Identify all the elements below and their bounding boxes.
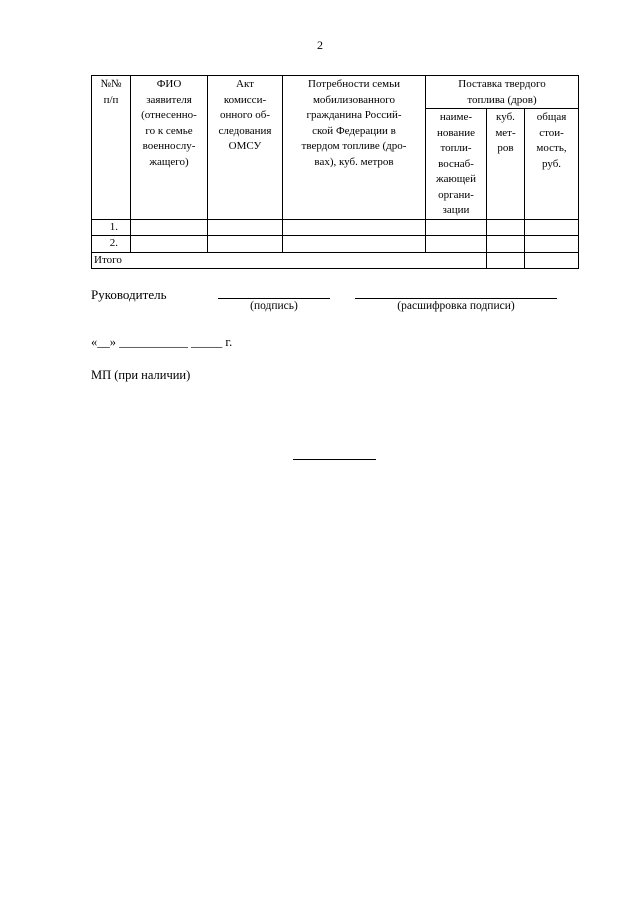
signature-decoding-line — [355, 298, 557, 299]
total-volume-cell — [487, 252, 525, 269]
header-applicant-name: ФИО заявителя (отнесенно- го к семье военнослу- жащего) — [131, 76, 208, 220]
table-cell — [283, 236, 426, 253]
header-supplier-name: наиме- нование топли- воснаб- жающей органи- зации — [426, 109, 487, 220]
header-inspection-act: Акт комисси- онного об- следования ОМСУ — [208, 76, 283, 220]
total-cost-cell — [525, 252, 579, 269]
table-cell — [208, 219, 283, 236]
table-cell — [131, 219, 208, 236]
table-cell — [487, 236, 525, 253]
header-total-cost: общая стои- мость, руб. — [525, 109, 579, 220]
signature-caption: (подпись) — [250, 300, 298, 312]
header-cubic-meters: куб. мет- ров — [487, 109, 525, 220]
table-cell — [426, 219, 487, 236]
signature-line — [218, 298, 330, 299]
header-fuel-supply: Поставка твердого топлива (дров) — [426, 76, 579, 109]
table-cell — [487, 219, 525, 236]
row-number-cell: 1. — [92, 219, 131, 236]
stamp-label: МП (при наличии) — [91, 368, 191, 382]
table-total-row — [92, 252, 579, 269]
head-signature-label: Руководитель — [91, 287, 167, 302]
signature-decoding-caption: (расшифровка подписи) — [397, 300, 515, 312]
row-number-cell: 2. — [92, 236, 131, 253]
header-row-number: №№ п/п — [92, 76, 131, 220]
total-label: Итого — [92, 252, 487, 269]
table-row — [92, 236, 579, 253]
header-family-needs: Потребности семьи мобилизованного гражданина Россий- ской Федерации в твердом топливе (дро- вах), куб. метров — [283, 76, 426, 220]
fuel-supply-table — [91, 75, 579, 269]
table-cell — [525, 219, 579, 236]
table-cell — [426, 236, 487, 253]
table-cell — [525, 236, 579, 253]
page-number: 2 — [317, 38, 323, 52]
table-row — [92, 219, 579, 236]
table-cell — [283, 219, 426, 236]
table-cell — [208, 236, 283, 253]
table-cell — [131, 236, 208, 253]
end-divider — [293, 459, 376, 460]
date-line: «__» ___________ _____ г. — [91, 335, 233, 349]
